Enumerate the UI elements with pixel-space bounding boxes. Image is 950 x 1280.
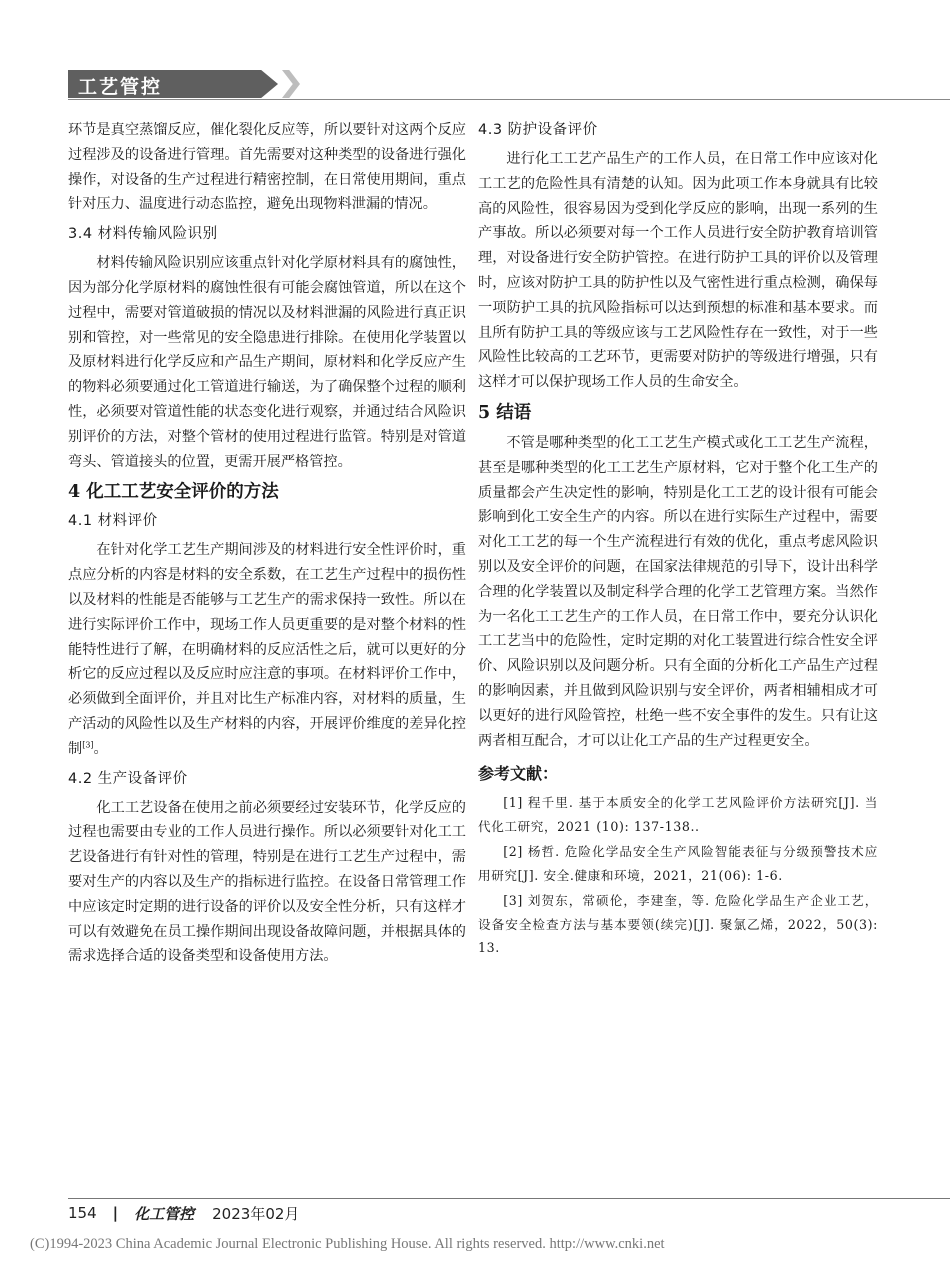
left-column [68, 118, 466, 969]
paragraph-4-1 [68, 538, 466, 761]
journal-logo: 化工管控 [134, 1204, 195, 1223]
section-header-band [68, 70, 298, 98]
reference-item: [1] 程千里. 基于本质安全的化学工艺风险评价方法研究[J]. 当代化工研究，2021 (10): 137-138.. [478, 795, 878, 834]
right-column [478, 118, 878, 962]
paragraph-continued: 环节是真空蒸馏反应，催化裂化反应等，所以要针对这两个反应过程涉及的设备进行管理。首先需要对这种类型的设备进行强化操作，对设备的生产过程进行精密控制，在日常使用期间，重点针对压力、温度进行动态监控，避免出现物料泄漏的情况。 [68, 122, 466, 213]
copyright-notice: (C)1994-2023 China Academic Journal Electronic Publishing House. All rights reserved. http://www.cnki.net [30, 1236, 665, 1252]
footer-divider [68, 1198, 950, 1199]
heading-4-3: 4.3 防护设备评价 [478, 122, 598, 138]
section-title: 工艺管控 [78, 76, 163, 98]
heading-5: 5 结语 [478, 402, 532, 423]
references-title: 参考文献： [478, 764, 559, 784]
page-number: 154 [68, 1204, 97, 1222]
header-divider [68, 99, 950, 100]
paragraph-4-3: 进行化工工艺产品生产的工作人员，在日常工作中应该对化工工艺的危险性具有清楚的认知。因为此项工作本身就具有比较高的风险性，很容易因为受到化学反应的影响，出现一系列的生产事故。所以必须要对每一个工作人员进行安全防护教育培训管理，对设备进行安全防护管控。在进行防护工具的评价以及管理时，应该对防护工具的防护性以及气密性进行重点检测，确保每一项防护工具的抗风险指标可以达到预想的标准和基本要求。而且所有防护工具的等级应该与工艺风险性存在一致性，对于一些风险性比较高的工艺环节，更需要对防护的等级进行增强，只有这样才可以保护现场工作人员的生命安全。 [478, 151, 878, 391]
reference-item: [2] 杨哲. 危险化学品安全生产风险智能表征与分级预警技术应用研究[J]. 安全.健康和环境，2021，21(06): 1-6. [478, 844, 878, 883]
heading-3-4: 3.4 材料传输风险识别 [68, 226, 218, 243]
paragraph-4-2: 化工工艺设备在使用之前必须要经过安装环节，化学反应的过程也需要由专业的工作人员进行操作。所以必须要针对化工工艺设备进行有针对性的管理，特别是在进行工艺生产过程中，需要对生产的内容以及生产的指标进行监控。在设备日常管理工作中应该定时定期的进行设备的评价以及安全性分析，只有这样才可以有效避免在员工操作期间出现设备故障问题，并根据具体的需求选择合适的设备类型和设备使用方法。 [68, 799, 466, 965]
heading-4: 4 化工工艺安全评价的方法 [68, 482, 279, 503]
reference-item: [3] 刘贺东，常硕伦，李建奎，等. 危险化学品生产企业工艺，设备安全检查方法与基本要领(续完)[J]. 聚氯乙烯，2022，50(3): 13. [478, 893, 878, 956]
issue-date: 2023年02月 [212, 1204, 300, 1223]
heading-4-1: 4.1 材料评价 [68, 513, 158, 530]
page-footer [68, 1202, 299, 1224]
paragraph-4-1-end: 。 [93, 740, 108, 757]
citation-ref: [3] [82, 740, 94, 749]
paragraph-5: 不管是哪种类型的化工工艺生产模式或化工工艺生产流程，甚至是哪种类型的化工工艺生产原材料，它对于整个化工生产的质量都会产生决定性的影响，特别是化工工艺的设计很有可能会影响到化工安全生产的内容。所以在进行实际生产过程中，需要对化工工艺的每一个生产流程进行有效的优化，重点考虑风险识别以及安全评价的问题，在国家法律规范的引导下，设计出科学合理的化学装置以及制定科学合理的化学工艺管理方案。当然作为一名化工工艺生产的工作人员，在日常工作中，要充分认识化工工艺当中的危险性，定时定期的对化工装置进行综合性安全评价、风险识别以及问题分析。只有全面的分析化工产品生产过程的影响因素，并且做到风险识别与安全评价，两者相辅相成才可以更好的进行风险管控，杜绝一些不安全事件的发生。只有让这两者相互配合，才可以让化工产品的生产过程更安全。 [478, 434, 878, 749]
footer-separator: | [112, 1204, 119, 1222]
header-chevron-icon [282, 70, 300, 98]
paragraph-3-4: 材料传输风险识别应该重点针对化学原材料具有的腐蚀性，因为部分化学原材料的腐蚀性很有可能会腐蚀管道，所以在这个过程中，需要对管道破损的情况以及材料泄漏的风险进行真正识别和管控，对一些常见的安全隐患进行排除。在使用化学装置以及原材料进行化学反应和产品生产期间，原材料和化学反应产生的物料必须要通过化工管道进行输送，为了确保整个过程的顺利性，必须要对管道性能的状态变化进行观察，并通过结合风险识别评价的方法，对整个管材的使用过程进行监管。特别是对管道弯头、管道接头的位置，更需开展严格管控。 [68, 255, 466, 470]
heading-4-2: 4.2 生产设备评价 [68, 770, 188, 787]
paragraph-4-1-text: 在针对化学工艺生产期间涉及的材料进行安全性评价时，重点应分析的内容是材料的安全系数，在工艺生产过程中的损伤性以及材料的性能是否能够与工艺生产的需求保持一致性。所以在进行实际评价工作中，现场工作人员更重要的是对整个材料的性能特性进行了解，在明确材料的反应活性之后，就可以更好的分析它的反应过程以及反应时应注意的事项。在材料评价工作中，必须做到全面评价，并且对比生产标准内容，对材料的质量，生产活动的风险性以及生产材料的内容，开展评价维度的差异化控制 [68, 542, 466, 757]
